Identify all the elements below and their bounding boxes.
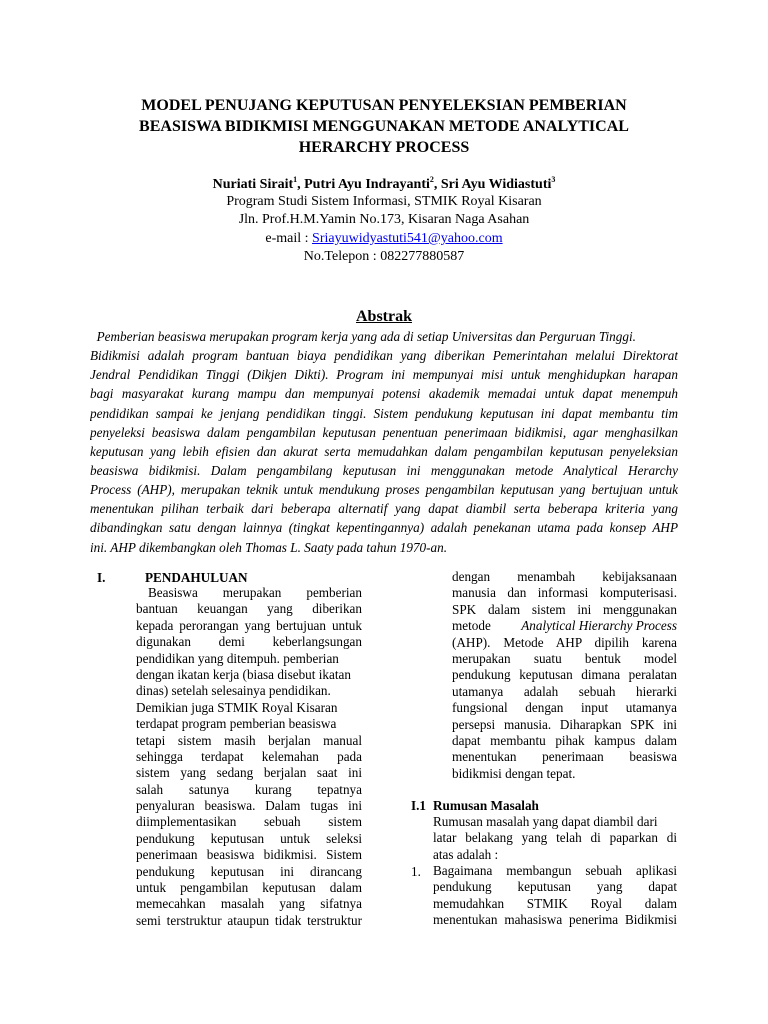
list-number: 1. [411, 864, 421, 879]
abstract-line: Pemberian beasiswa merupakan program kerja yang ada di setiap Universitas dan Perguruan Tinggi. [90, 329, 636, 344]
body-line: penerimaan beasiswa bidikmisi. Sistem [136, 847, 362, 863]
body-line: sistem yang sedang berjalan saat ini [136, 765, 362, 781]
abstract-line: keputusan yang lebih efisien dan akurat serta memudahkan dalam pengambilan keputusan penyeleksian [90, 443, 678, 459]
body-line: pendidikan yang ditempuh. pemberian [136, 650, 339, 666]
abstract-line: Jendral Pendidikan Tinggi (Dikjen Dikti). Program ini mempunyai misi untuk menghidupkan harapan [90, 367, 678, 383]
section-title: PENDAHULUAN [145, 570, 248, 585]
affiliation-email [90, 230, 678, 247]
title-line: MODEL PENUJANG KEPUTUSAN PENYELEKSIAN PEMBERIAN [141, 97, 627, 114]
abstract-line: beasiswa bidikmisi. Dalam pengambilang keputusan ini menggunakan metode Analytical Herarchy [90, 462, 678, 478]
author-name: Sri Ayu Widiastuti [440, 177, 552, 192]
body-line: menentukan penerimaan beasiswa [452, 749, 677, 765]
body-line: Bagaimana membangun sebuah aplikasi [433, 863, 677, 878]
body-line: (AHP). Metode AHP dipilih karena [452, 634, 677, 650]
body-line: semi terstruktur ataupun tidak terstruktur [136, 912, 362, 928]
body-line: persepsi manusia. Diharapkan SPK ini [452, 716, 677, 732]
affiliation-phone: No.Telepon : 082277880587 [303, 249, 465, 264]
abstract-line: Bidikmisi adalah program bantuan biaya pendidikan yang diberikan Pemerintahan melalui Direktorat [90, 348, 678, 364]
left-column-text [136, 585, 362, 929]
body-line: memudahkan STMIK Royal dalam [433, 895, 677, 911]
affiliation-address: Jln. Prof.H.M.Yamin No.173, Kisaran Naga Asahan [238, 212, 530, 227]
author-list: Nuriati Sirait$^1$, Putri Ayu Indrayanti$^2$, Sri Ayu Widiastuti$^3$ [212, 175, 556, 192]
body-line: kepada perorangan yang bertujuan untuk [136, 617, 362, 633]
title-line: HERARCHY PROCESS [298, 139, 470, 156]
method-name: Analytical Hierarchy Process [521, 618, 677, 634]
affiliation-program: Program Studi Sistem Informasi, STMIK Royal Kisaran [226, 194, 542, 209]
author-name: Nuriati Sirait [212, 177, 294, 192]
abstract-line: pendidikan sampai ke jenjang pendidikan tinggi. Sistem pendukung keputusan ini dapat membantu tim [90, 405, 678, 421]
body-line: atas adalah : [433, 846, 499, 862]
abstract-line: menentukan pilihan terbaik dari beberapa alternatif yang dapat diambil serta beberapa kriteria yang [90, 501, 678, 517]
body-line: manusia dan informasi komputerisasi. [452, 585, 677, 601]
body-line: pendukung keputusan yang dapat [433, 879, 677, 895]
abstract-line: penyeleksi beasiswa dalam pengambilan keputusan penentuan penerimaan bidikmisi, agar menghasilkan [90, 424, 678, 440]
body-line: metode Analytical Hierarchy Process [452, 618, 677, 634]
body-line: digunakan demi keberlangsungan [136, 634, 362, 650]
abstract-line: Process (AHP), merupakan teknik untuk mendukung proses pengambilan keputusan yang bertujuan untuk [90, 482, 678, 498]
subsection-text [433, 814, 677, 863]
email-link[interactable]: Sriayuwidyastuti541@yahoo.com [312, 231, 503, 246]
body-line: bidikmisi dengan tepat. [452, 765, 576, 781]
abstract-heading: Abstrak [355, 308, 412, 325]
body-line: dengan ikatan kerja (biasa disebut ikatan [136, 666, 351, 682]
body-line: menentukan mahasiswa penerima Bidikmisi [433, 912, 677, 928]
body-line: fungsional dengan input utamanya [452, 700, 677, 716]
abstract-line: bagi masyarakat kurang mampu dan mempunyai potensi akademik memadai untuk dapat menempuh [90, 386, 678, 402]
body-line: untuk pengambilan keputusan dalam [136, 880, 362, 896]
author-affil-mark: 2 [429, 175, 434, 184]
body-line: Demikian juga STMIK Royal Kisaran [136, 699, 338, 715]
body-line: Beasiswa merupakan pemberian [148, 585, 362, 600]
body-line: memecahkan masalah yang sifatnya [136, 896, 362, 912]
list-item [433, 863, 677, 929]
body-line: terdapat program pemberian beasiswa [136, 716, 337, 732]
right-column-text [452, 569, 677, 782]
body-line: diimplementasikan sebuah sistem [136, 814, 362, 830]
title-line: BEASISWA BIDIKMISI MENGGUNAKAN METODE ANALYTICAL [139, 118, 629, 135]
author-affil-mark: 1 [293, 175, 298, 184]
body-line: merupakan suatu bentuk model [452, 650, 677, 666]
body-line: pendukung keputusan ini dirancang [136, 863, 362, 879]
body-line: SPK dalam sistem ini menggunakan [452, 601, 677, 617]
body-line: dapat membantu pihak kampus dalam [452, 732, 677, 748]
subsection-number: I.1 [411, 798, 427, 813]
body-line: dengan menambah kebijaksanaan [452, 569, 677, 584]
body-line: bantuan keuangan yang diberikan [136, 601, 362, 617]
email-label: e-mail : [265, 231, 313, 246]
section-number: I. [97, 570, 106, 585]
body-line: utamanya adalah sebuah hierarki [452, 683, 677, 699]
abstract-line: dibandingkan satu dengan lainnya (tingkat kepentingannya) adalah penekanan utama pada konsep AHP [90, 520, 678, 536]
abstract-body [90, 327, 678, 557]
body-line: penyaluran beasiswa. Dalam tugas ini [136, 798, 362, 814]
paper-title [90, 95, 678, 158]
body-line: pendukung keputusan dimana peralatan [452, 667, 677, 683]
abstract-line: ini. AHP dikembangkan oleh Thomas L. Saaty pada tahun 1970-an. [90, 539, 448, 555]
body-line: Rumusan masalah yang dapat diambil dari [433, 814, 658, 829]
body-line: latar belakang yang telah di paparkan di [433, 830, 677, 846]
body-line: pendukung keputusan untuk seleksi [136, 830, 362, 846]
author-affil-mark: 3 [551, 175, 556, 184]
body-line: dinas) setelah selesainya pendidikan. [136, 683, 331, 699]
body-line: tetapi sistem masih berjalan manual [136, 732, 362, 748]
body-line: salah satunya kurang tepatnya [136, 781, 362, 797]
subsection-title: Rumusan Masalah [433, 798, 539, 813]
author-name: Putri Ayu Indrayanti [304, 177, 430, 192]
body-line: sehingga terdapat kelemahan pada [136, 748, 362, 764]
